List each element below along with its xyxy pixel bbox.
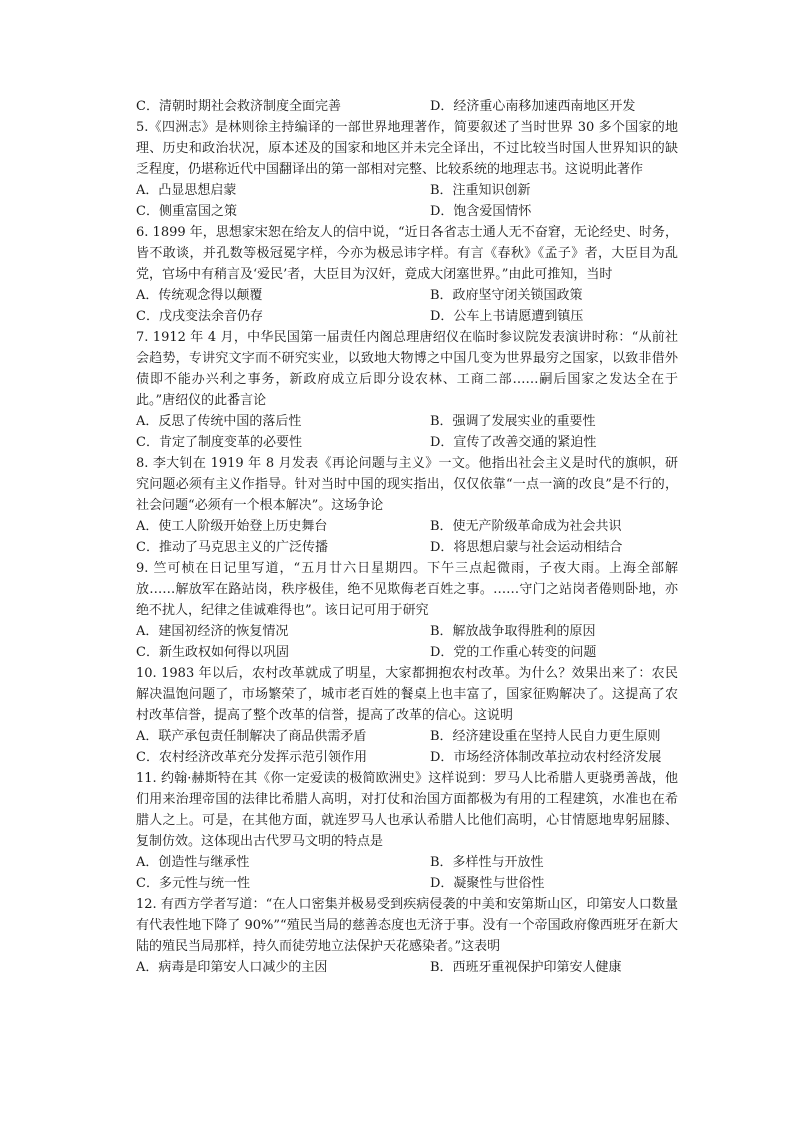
option-b[interactable]: B．西班牙重视保护印第安人健康 xyxy=(430,960,622,975)
option-b[interactable]: B．注重知识创新 xyxy=(430,183,531,198)
option-a[interactable]: A．使工人阶级开始登上历史舞台 xyxy=(136,519,328,534)
options-row xyxy=(136,201,678,222)
options-row xyxy=(136,516,678,537)
option-b[interactable]: B．使无产阶级革命成为社会共识 xyxy=(430,519,622,534)
options-row xyxy=(136,726,678,747)
option-d[interactable]: D．公车上书请愿遭到镇压 xyxy=(430,309,584,324)
question-7 xyxy=(136,327,678,453)
question-5 xyxy=(136,117,678,222)
question-11 xyxy=(136,768,678,894)
option-b[interactable]: B．多样性与开放性 xyxy=(430,855,544,870)
option-a[interactable]: A．建国初经济的恢复情况 xyxy=(136,624,289,639)
options-row xyxy=(136,957,678,978)
question-stem: 6. 1899 年，思想家宋恕在给友人的信中说，“近日各省志士通人无不奋窘，无论经史、时务，皆不敢谈，并孔数等极冠冕字样，今亦为极忌讳字样。有言《春秋》《孟子》者，大臣目为乱党，官场中有稍言及‘爱民’者，大臣目为汉奸，竟成大闭塞世界。”由此可推知，当时 xyxy=(136,225,678,282)
option-c[interactable]: C．清朝时期社会救济制度全面完善 xyxy=(136,99,341,114)
option-a[interactable]: A．病毒是印第安人口减少的主因 xyxy=(136,960,328,975)
option-c[interactable]: C．戊戌变法余音仍存 xyxy=(136,309,263,324)
question-stem: 10. 1983 年以后，农村改革就成了明星，大家都拥抱农村改革。为什么？效果出来了：农民解决温饱问题了，市场繁荣了，城市老百姓的餐桌上也丰富了，国家征购解决了。这提高了农村改革信誉，提高了整个改革的信誉，提高了改革的信心。这说明 xyxy=(136,666,678,723)
question-stem: 11. 约翰·赫斯特在其《你一定爱读的极简欧洲史》这样说到：罗马人比希腊人更骁勇善战，他们用来治理帝国的法律比希腊人高明，对打仗和治国方面都极为有用的工程建筑，水准也在希腊人之上。可是，在其他方面，就连罗马人也承认希腊人比他们高明，心甘情愿地卑躬屈膝、复制仿效。这体现出古代罗马文明的特点是 xyxy=(136,771,678,849)
options-row xyxy=(136,873,678,894)
options-row xyxy=(136,285,678,306)
question-list xyxy=(136,96,678,978)
option-a[interactable]: A．凸显思想启蒙 xyxy=(136,183,237,198)
options-row xyxy=(136,180,678,201)
options-row xyxy=(136,747,678,768)
options-row xyxy=(136,96,678,117)
question-12 xyxy=(136,894,678,978)
option-d[interactable]: D．将思想启蒙与社会运动相结合 xyxy=(430,540,623,555)
options-row xyxy=(136,537,678,558)
option-c[interactable]: C．农村经济改革充分发挥示范引领作用 xyxy=(136,750,367,765)
question-stem: 12. 有西方学者写道：“在人口密集并极易受到疾病侵袭的中美和安第斯山区，印第安人口数量有代表性地下降了 90%”“殖民当局的慈善态度也无济于事。没有一个帝国政府像西班牙在新大陆的殖民当局那样，持久而徒劳地立法保护天花感染者。”这表明 xyxy=(136,897,678,954)
option-d[interactable]: D．凝聚性与世俗性 xyxy=(430,876,545,891)
option-d[interactable]: D．经济重心南移加速西南地区开发 xyxy=(430,99,636,114)
option-c[interactable]: C．肯定了制度变革的必要性 xyxy=(136,435,302,450)
option-a[interactable]: A．创造性与继承性 xyxy=(136,855,250,870)
options-row xyxy=(136,642,678,663)
option-c[interactable]: C．侧重富国之策 xyxy=(136,204,237,219)
options-row xyxy=(136,306,678,327)
question-8 xyxy=(136,453,678,558)
option-c[interactable]: C．多元性与统一性 xyxy=(136,876,250,891)
option-a[interactable]: A．联产承包责任制解决了商品供需矛盾 xyxy=(136,729,367,744)
options-row xyxy=(136,852,678,873)
question-4-tail xyxy=(136,96,678,117)
option-b[interactable]: B．政府坚守闭关锁国政策 xyxy=(430,288,583,303)
options-row xyxy=(136,432,678,453)
option-b[interactable]: B．经济建设重在坚持人民自力更生原则 xyxy=(430,729,661,744)
option-a[interactable]: A．传统观念得以颠覆 xyxy=(136,288,263,303)
option-a[interactable]: A．反思了传统中国的落后性 xyxy=(136,414,302,429)
option-d[interactable]: D．党的工作重心转变的问题 xyxy=(430,645,597,660)
question-9 xyxy=(136,558,678,663)
option-b[interactable]: B．强调了发展实业的重要性 xyxy=(430,414,596,429)
option-b[interactable]: B．解放战争取得胜利的原因 xyxy=(430,624,596,639)
option-c[interactable]: C．推动了马克思主义的广泛传播 xyxy=(136,540,328,555)
question-stem: 8. 李大钊在 1919 年 8 月发表《再论问题与主义》一文。他指出社会主义是时代的旗帜，研究问题必须有主义作指导。针对当时中国的现实指出，仅仅依靠“一点一滴的改良”是不行的，社会问题“必须有一个根本解决”。这场争论 xyxy=(136,456,678,513)
option-d[interactable]: D．市场经济体制改革拉动农村经济发展 xyxy=(430,750,662,765)
question-stem: 9. 竺可桢在日记里写道，“五月廿六日星期四。下午三点起微雨，子夜大雨。上海全部解放……解放军在路站岗，秩序极佳，绝不见欺侮老百姓之事。……守门之站岗者倦则卧地，亦绝不扰人，纪律之佳诚难得也”。该日记可用于研究 xyxy=(136,561,678,618)
question-10 xyxy=(136,663,678,768)
options-row xyxy=(136,411,678,432)
question-stem: 7. 1912 年 4 月，中华民国第一届责任内阁总理唐绍仪在临时参议院发表演讲时称：“从前社会趋势，专讲究文字而不研究实业，以致地大物博之中国几变为世界最穷之国家，以致非借外债即不能办兴利之事务，新政府成立后即分设农林、工商二部……嗣后国家之发达全在于此。”唐绍仪的此番言论 xyxy=(136,330,678,408)
option-c[interactable]: C．新生政权如何得以巩固 xyxy=(136,645,289,660)
option-d[interactable]: D．饱含爱国情怀 xyxy=(430,204,532,219)
option-d[interactable]: D．宣传了改善交通的紧迫性 xyxy=(430,435,597,450)
question-6 xyxy=(136,222,678,327)
question-stem: 5.《四洲志》是林则徐主持编译的一部世界地理著作，简要叙述了当时世界 30 多个国家的地理、历史和政治状况，原本述及的国家和地区并未完全译出，不过比较当时国人世界知识的缺乏程度，仍堪称近代中国翻译出的第一部相对完整、比较系统的地理志书。这说明此著作 xyxy=(136,120,678,177)
options-row xyxy=(136,621,678,642)
